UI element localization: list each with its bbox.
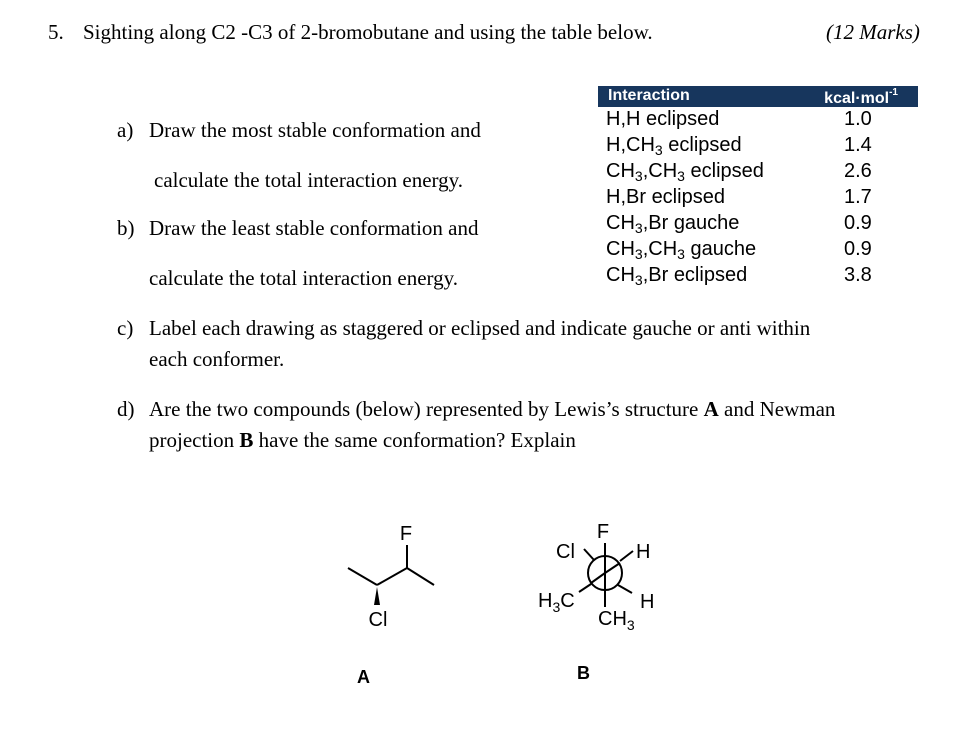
header-unit: kcal·mol$^{-1}$ [824,87,898,107]
structure-b-newman-projection [530,515,680,640]
table-row: $CH_3,Br$ gauche 0.9 [606,212,872,236]
part-b-label: b) [117,216,135,240]
front-bond-right [605,563,620,573]
table-row: $CH_3,CH_3$ gauche 0.9 [606,238,872,262]
header-interaction: Interaction [608,87,690,104]
part-c-label: c) [117,316,134,340]
part-c-line1: Label each drawing as staggered or eclipsed and indicate gauche or anti within [149,316,811,340]
part-c-line2: each conformer. [149,347,285,371]
table-header [598,86,918,107]
question-marks: (12 Marks) [826,20,920,44]
question-text: Sighting along C2 -C3 of 2-bromobutane and using the table below. [83,20,653,44]
table-row: $CH_3,CH_3$ eclipsed 2.6 [606,160,872,184]
part-b-line1: Draw the least stable conformation and [149,216,479,240]
back-bond-upper-right [620,551,633,561]
structure-b-label: B [577,663,590,683]
newman-back-lower-right-atom: H [640,591,655,613]
back-bond-lower-left [579,584,591,592]
structure-a-drawing [330,515,460,635]
part-a-line1: Draw the most stable conformation and [149,118,481,142]
part-b-line2: calculate the total interaction energy. [149,266,459,290]
interaction-energy-table [598,86,918,289]
front-bond-left [591,573,605,583]
newman-front-bottom-group: $CH_3$ [598,608,635,633]
newman-back-upper-left-atom: Cl [556,541,575,563]
structure-a-label: A [357,667,370,687]
newman-back-upper-right-atom: H [636,541,651,563]
structure-a-wedge-bond [374,587,380,605]
table-row: $H,CH_3$ eclipsed 1.4 [606,134,872,158]
table-row: $CH_3,Br$ eclipsed 3.8 [606,264,872,288]
question-number: 5. [48,20,64,44]
part-d-label: d) [117,397,135,421]
part-d-line1: Are the two compounds (below) represented by Lewis’s structure A and Newman [149,397,836,421]
table-row: H,Br eclipsed 1.7 [606,186,872,208]
structure-a-bottom-atom: Cl [368,609,388,631]
back-bond-lower-right [618,585,632,593]
part-a-line2: calculate the total interaction energy. [154,168,464,192]
structure-a-bonds [348,545,434,585]
table-row: H,H eclipsed 1.0 [606,108,872,130]
newman-back-lower-left-group: $H_3C$ [538,590,575,615]
structure-a-top-atom: F [399,523,413,545]
part-d-line2: projection B have the same conformation? Explain [149,428,576,452]
newman-front-top-atom: F [596,521,610,543]
back-bond-upper-left [584,549,594,560]
part-a-label: a) [117,118,134,142]
